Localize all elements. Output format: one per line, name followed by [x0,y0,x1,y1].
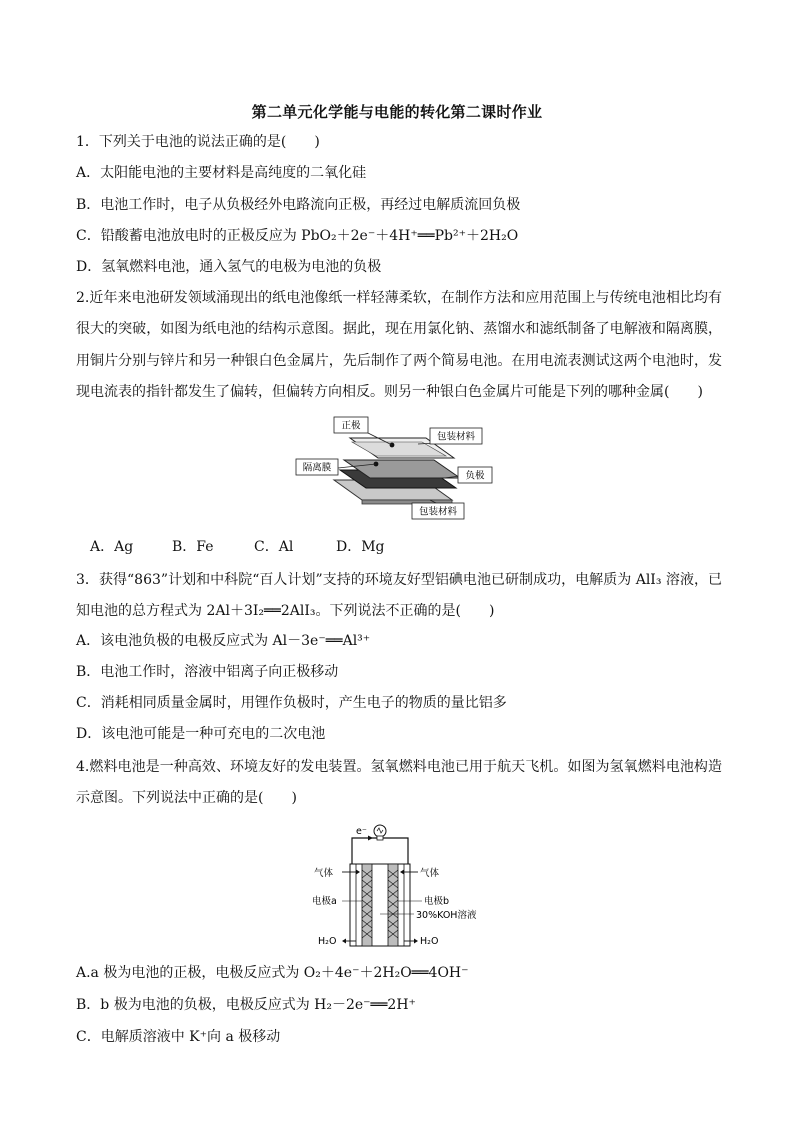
label-water-left: H₂O [318,936,337,947]
q1-option-d: D．氢氧燃料电池，通入氢气的电极为电池的负极 [76,259,382,275]
q2-option-b: B．Fe [172,539,214,555]
label-gas-left: 气体 [314,868,334,879]
label-positive: 正极 [341,420,361,432]
q3-option-b: B．电池工作时，溶液中铝离子向正极移动 [76,664,339,680]
electron-label: e⁻ [356,826,367,837]
label-electrode-a: 电极a [312,896,337,907]
q4-stem: 4.燃料电池是一种高效、环境友好的发电装置。氢氧燃料电池已用于航天飞机。如图为氢氧燃料电池构造示意图。下列说法中正确的是( ) [76,759,722,807]
q2-option-d: D．Mg [336,539,385,555]
label-electrode-b: 电极b [424,896,450,907]
label-gas-right: 气体 [420,868,440,879]
q1-option-a: A．太阳能电池的主要材料是高纯度的二氧化硅 [76,165,367,181]
label-koh-solution: 30%KOH溶液 [416,910,477,921]
q4-option-a: A.a 极为电池的正极，电极反应式为 O₂＋4e⁻＋2H₂O══4OH⁻ [76,965,469,981]
paper-battery-diagram [294,412,520,524]
label-water-right: H₂O [420,936,439,947]
label-packaging-top: 包装材料 [436,431,476,443]
q2-stem: 2.近年来电池研发领域涌现出的纸电池像纸一样轻薄柔软，在制作方法和应用范围上与传统电池相比均有很大的突破，如图为纸电池的结构示意图。据此，现在用氯化钠、蒸馏水和滤纸制备了电解液和隔离膜，用铜片分别与锌片和另一种银白色金属片，先后制作了两个简易电池。在用电流表测试这两个电池时，发现电流表的指针都发生了偏转，但偏转方向相反。则另一种银白色金属片可能是下列的哪种金属( ) [76,290,722,400]
q3-stem: 3．获得“863”计划和中科院“百人计划”支持的环境友好型铝碘电池已研制成功，电解质为 AlI₃ 溶液，已知电池的总方程式为 2Al＋3I₂══2AlI₃。下列说法不正确的是( ) [76,572,722,620]
q3-option-a: A．该电池负极的电极反应式为 Al－3e⁻══Al³⁺ [76,633,371,649]
q2-option-a: A．Ag [90,539,134,555]
label-separator: 隔离膜 [302,462,332,474]
fuel-cell-diagram [312,822,482,952]
label-negative: 负极 [465,470,485,482]
q4-option-b: B．b 极为电池的负极，电极反应式为 H₂－2e⁻══2H⁺ [76,997,416,1013]
q3-option-c: C．消耗相同质量金属时，用锂作负极时，产生电子的物质的量比铝多 [76,695,507,711]
external-circuit-wire [352,838,408,864]
q2-option-c: C．Al [254,539,294,555]
cell-container [350,864,410,946]
q1-option-c: C．铅酸蓄电池放电时的正极反应为 PbO₂＋2e⁻＋4H⁺══Pb²⁺＋2H₂O [76,228,519,244]
q3-option-d: D．该电池可能是一种可充电的二次电池 [76,726,326,742]
q1-stem: 1．下列关于电池的说法正确的是( ) [76,134,320,150]
q1-option-b: B．电池工作时，电子从负极经外电路流向正极，再经过电解质流回负极 [76,197,521,213]
label-packaging-bottom: 包装材料 [418,506,458,518]
q4-option-c: C．电解质溶液中 K⁺向 a 极移动 [76,1029,281,1045]
page-title: 第二单元化学能与电能的转化第二课时作业 [251,103,543,121]
q2-options [90,537,418,557]
